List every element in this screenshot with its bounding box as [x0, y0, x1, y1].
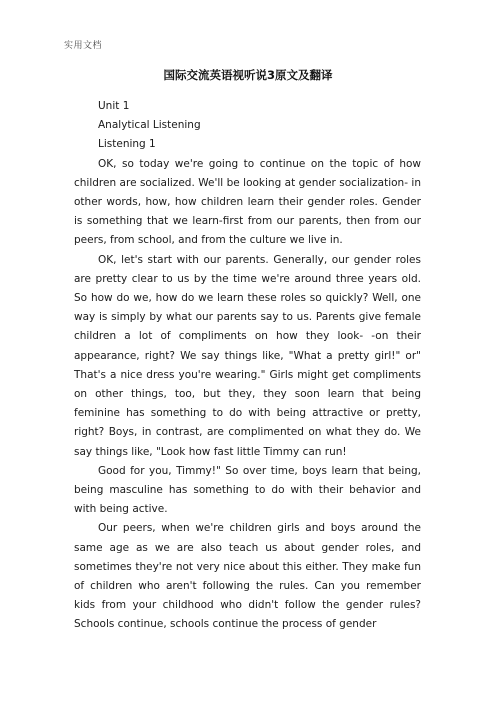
header-label: 实用文档 [64, 41, 103, 51]
paragraph: OK, so today we're going to continue on the topic of how children are socialized. We'll be looking at gender socialization- in other words, how, how children learn their gender roles. Gender is something that we learn-first from our parents, then from our peers, from school, and from the culture we live in. [74, 157, 421, 247]
paragraph: Good for you, Timmy!" So over time, boys learn that being, being masculine has something to do with their behavior and with being active. [74, 464, 421, 516]
document-body [74, 97, 421, 635]
subsection-heading: Listening 1 [98, 138, 156, 151]
unit-heading: Unit 1 [98, 100, 130, 112]
paragraph: Our peers, when we're children girls and boys around the same age as we are also teach us about gender roles, and sometimes they're not very nice about this either. They make fun of children who aren't following the rules. Can you remember kids from your childhood who didn't follow the gender rules? Schools continue, schools continue the process of gender [74, 522, 421, 631]
document-title: 国际交流英语视听说3原文及翻译 [163, 68, 333, 82]
section-heading: Analytical Listening [98, 119, 201, 132]
paragraph: OK, let's start with our parents. Generally, our gender roles are pretty clear to us by the time we're around three years old. So how do we, how do we learn these roles so quickly? Well, one way is simply by what our parents say to us. Parents give female children a lot of compliments on how they look- -on their appearance, right? We say things like, "What a pretty girl!" or" That's a nice dress you're wearing." Girls might get compliments on other things, too, but they, they soon learn that being feminine has something to do with being attractive or pretty, right? Boys, in contrast, are complimented on what they do. We say things like, "Look how fast little Timmy can run! [74, 253, 421, 458]
